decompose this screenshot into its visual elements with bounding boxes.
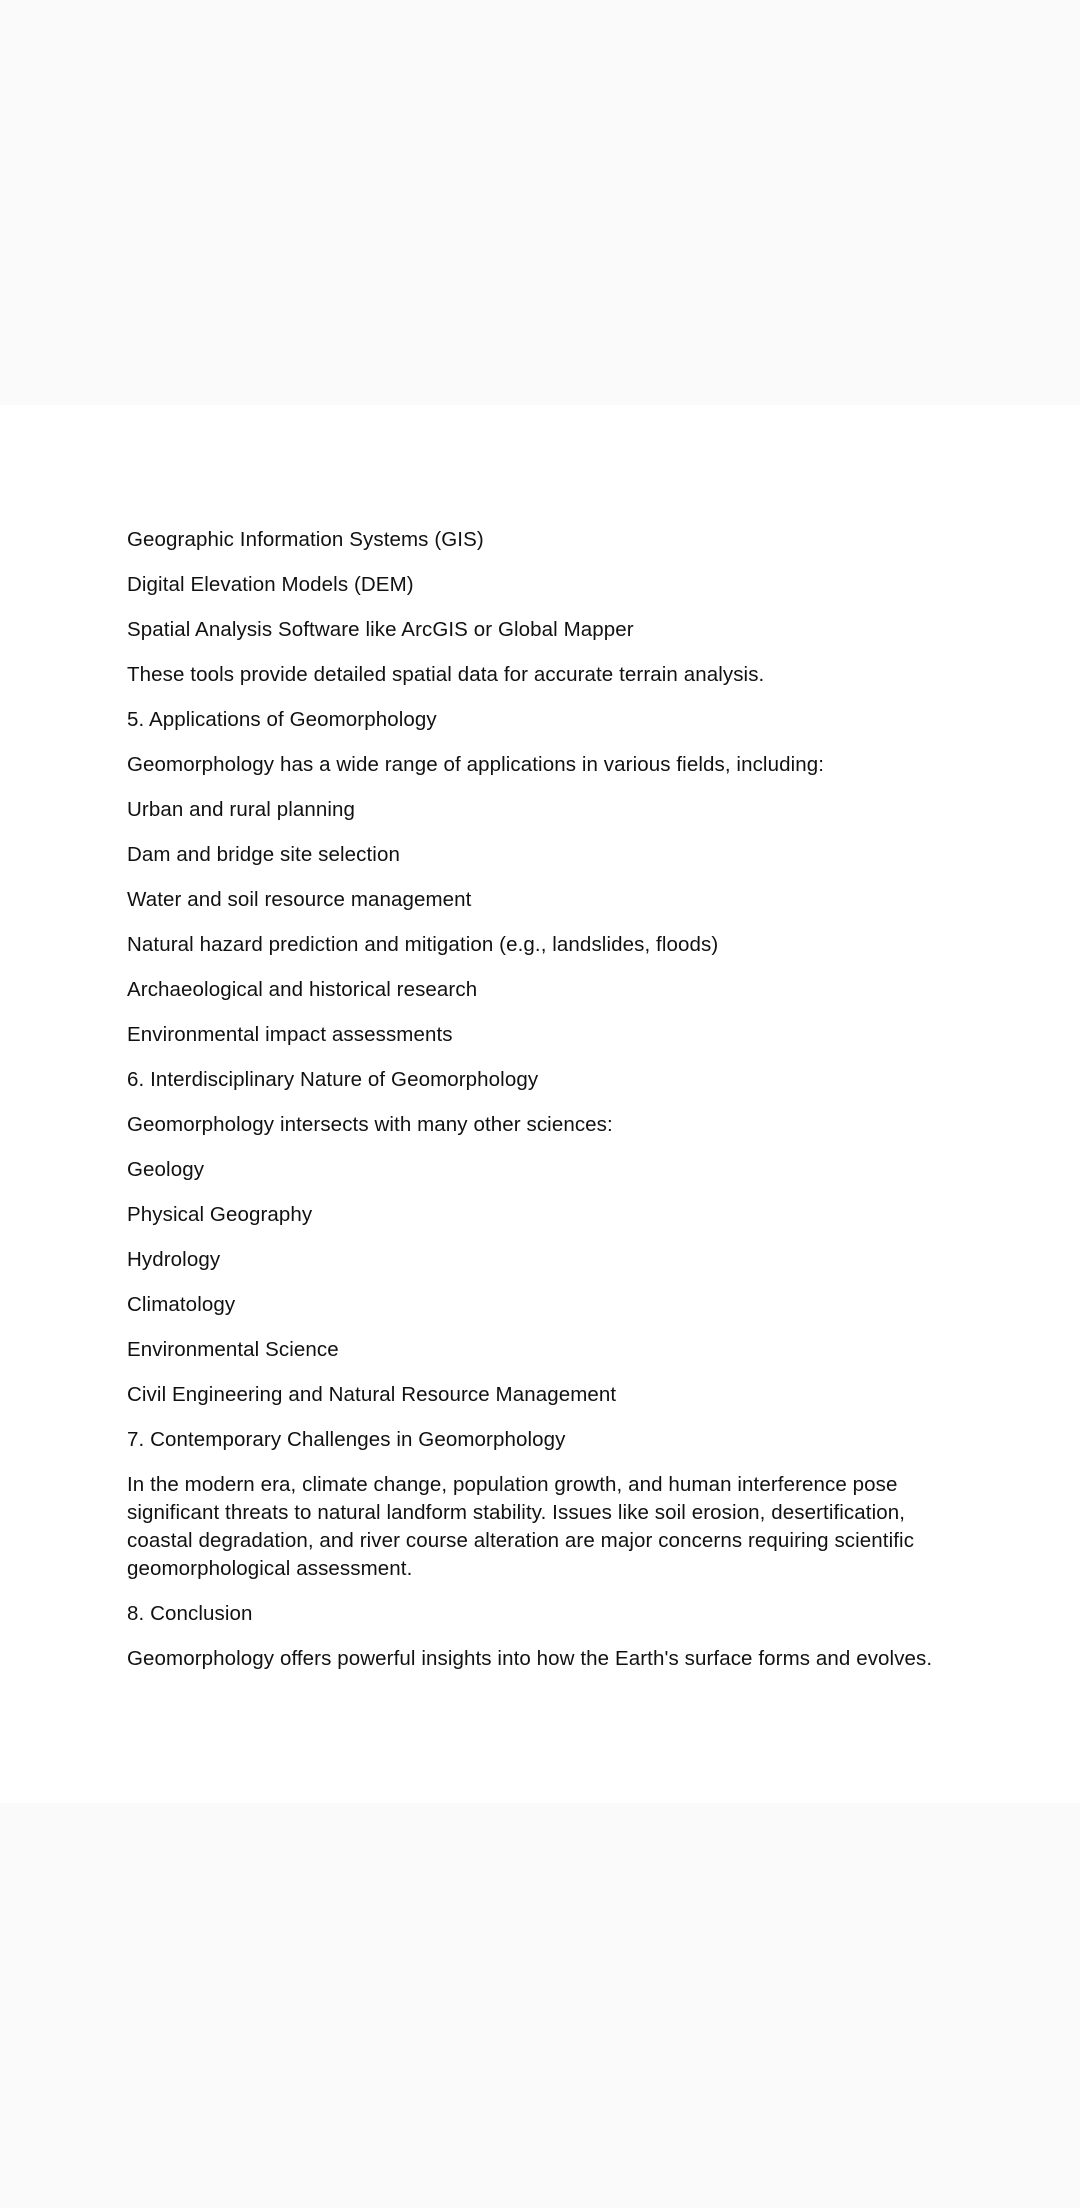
top-blank-area xyxy=(0,0,1080,405)
list-item: Civil Engineering and Natural Resource Management xyxy=(127,1383,617,1406)
list-item: Environmental impact assessments xyxy=(127,1023,453,1046)
list-item: Natural hazard prediction and mitigation (e.g., landslides, floods) xyxy=(127,933,719,956)
section-heading: 6. Interdisciplinary Nature of Geomorphology xyxy=(127,1068,539,1091)
list-item: Geology xyxy=(127,1158,205,1181)
section-heading: 5. Applications of Geomorphology xyxy=(127,708,437,731)
list-item: Archaeological and historical research xyxy=(127,978,478,1001)
list-item: Physical Geography xyxy=(127,1203,313,1226)
list-item: Geographic Information Systems (GIS) xyxy=(127,528,484,551)
section-heading: 7. Contemporary Challenges in Geomorphology xyxy=(127,1428,566,1451)
paragraph: Geomorphology has a wide range of applications in various fields, including: xyxy=(127,753,825,776)
list-item: Hydrology xyxy=(127,1248,221,1271)
bottom-blank-area xyxy=(0,1803,1080,2208)
paragraph: In the modern era, climate change, population growth, and human interference pose significant threats to natural landform stability. Issues like soil erosion, desertification, coastal degradation, and river course alteration are major concerns requiring scientific geomorphological assessment. xyxy=(127,1473,915,1580)
paragraph: Geomorphology offers powerful insights into how the Earth's surface forms and evolves. xyxy=(127,1647,933,1670)
paragraph: Geomorphology intersects with many other sciences: xyxy=(127,1113,613,1136)
list-item: Water and soil resource management xyxy=(127,888,472,911)
list-item: Spatial Analysis Software like ArcGIS or Global Mapper xyxy=(127,618,634,641)
list-item: Dam and bridge site selection xyxy=(127,843,400,866)
list-item: Environmental Science xyxy=(127,1338,339,1361)
list-item: Climatology xyxy=(127,1293,236,1316)
paragraph: These tools provide detailed spatial data for accurate terrain analysis. xyxy=(127,663,765,686)
section-heading: 8. Conclusion xyxy=(127,1602,253,1625)
document-body xyxy=(127,526,962,1690)
list-item: Urban and rural planning xyxy=(127,798,356,821)
list-item: Digital Elevation Models (DEM) xyxy=(127,573,414,596)
